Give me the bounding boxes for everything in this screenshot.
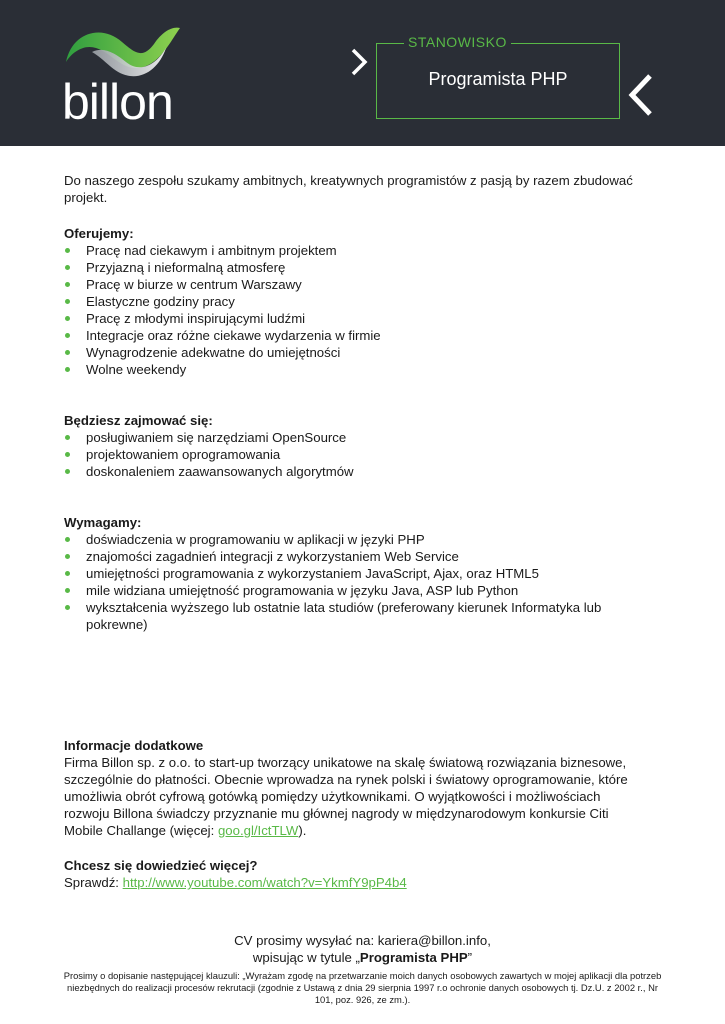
additional-info-title: Informacje dodatkowe [64,738,204,753]
chevron-right-icon [347,46,371,78]
list-item: Przyjazną i nieformalną atmosferę [64,259,644,276]
position-label: STANOWISKO [404,33,511,51]
cv-subject-title: Programista PHP [359,950,468,965]
list-item: doskonaleniem zaawansowanych algorytmów [64,463,644,480]
job-description [64,172,644,891]
list-item: Wolne weekendy [64,361,644,378]
duties-section [64,412,644,480]
list-item: Wynagrodzenie adekwatne do umiejętności [64,344,644,361]
header-banner [0,0,725,146]
list-item: umiejętności programowania z wykorzystaniem JavaScript, Ajax, oraz HTML5 [64,565,644,582]
additional-info-body: Firma Billon sp. z o.o. to start-up tworzący unikatowe na skalę światową rozwiązania biznesowe, szczególnie do płatności. Obecnie wprowadza na rynek polski i światowy oprogramowanie, które umożliwia obrót cyfrową gotówką pomiędzy użytkownikami. O wyjątkowości i możliwościach rozwoju Billona świadczy przyznanie mu głównej nagrody w międzynarodowym konkursie Citi Mobile Challange (więcej: [64,755,628,838]
chevron-left-icon [624,72,656,118]
cv-instructions [0,932,725,966]
learn-more-prefix: Sprawdź: [64,875,123,890]
cv-subject-line [0,949,725,966]
cv-subject-suffix: ” [467,950,473,965]
learn-more-text [64,874,644,891]
list-item: znajomości zagadnień integracji z wykorzystaniem Web Service [64,548,644,565]
learn-more-title: Chcesz się dowiedzieć więcej? [64,858,258,873]
requirements-section [64,514,644,633]
more-info-link[interactable]: goo.gl/IctTLW [217,823,299,838]
list-item: Pracę nad ciekawym i ambitnym projektem [64,242,644,259]
list-item: projektowaniem oprogramowania [64,446,644,463]
logo-text: billon [62,74,173,130]
list-item: Pracę w biurze w centrum Warszawy [64,276,644,293]
youtube-link[interactable]: http://www.youtube.com/watch?v=YkmfY9pP4b4 [122,875,407,890]
duties-title: Będziesz zajmować się: [64,413,213,428]
cv-email-line: CV prosimy wysyłać na: kariera@billon.info, [234,933,491,948]
offer-section [64,225,644,378]
list-item: mile widziana umiejętność programowania w języku Java, ASP lub Python [64,582,644,599]
intro-text: Do naszego zespołu szukamy ambitnych, kreatywnych programistów z pasją by razem zbudować projekt. [64,173,633,205]
duties-list [64,429,644,480]
additional-info-text [64,754,644,839]
additional-info-section [64,737,644,839]
list-item: Integracje oraz różne ciekawe wydarzenia w firmie [64,327,644,344]
list-item: Elastyczne godziny pracy [64,293,644,310]
billon-logo [58,22,188,132]
list-item: posługiwaniem się narzędziami OpenSource [64,429,644,446]
list-item: Pracę z młodymi inspirującymi ludźmi [64,310,644,327]
learn-more-section [64,857,644,891]
additional-info-end: ). [298,823,307,838]
logo-swoosh-icon [62,22,182,80]
cv-subject-prefix: wpisując w tytule „ [252,950,360,965]
offer-list [64,242,644,378]
requirements-list [64,531,644,633]
list-item: wykształcenia wyższego lub ostatnie lata studiów (preferowany kierunek Informatyka lub pokrewne) [64,599,644,633]
offer-title: Oferujemy: [64,226,134,241]
requirements-title: Wymagamy: [64,515,142,530]
gdpr-clause: Prosimy o dopisanie następującej klauzuli: „Wyrażam zgodę na przetwarzanie moich danych osobowych zawartych w mojej aplikacji dla potrzeb niezbędnych do realizacji procesów rekrutacji (zgodnie z Ustawą z dnia 29 sierpnia 1997 r.o ochronie danych osobowych tj. Dz.U. z 2002 r., Nr 101, poz. 926, ze zm.). [63,970,662,1005]
list-item: doświadczenia w programowaniu w aplikacji w języki PHP [64,531,644,548]
position-title: Programista PHP [428,69,568,89]
